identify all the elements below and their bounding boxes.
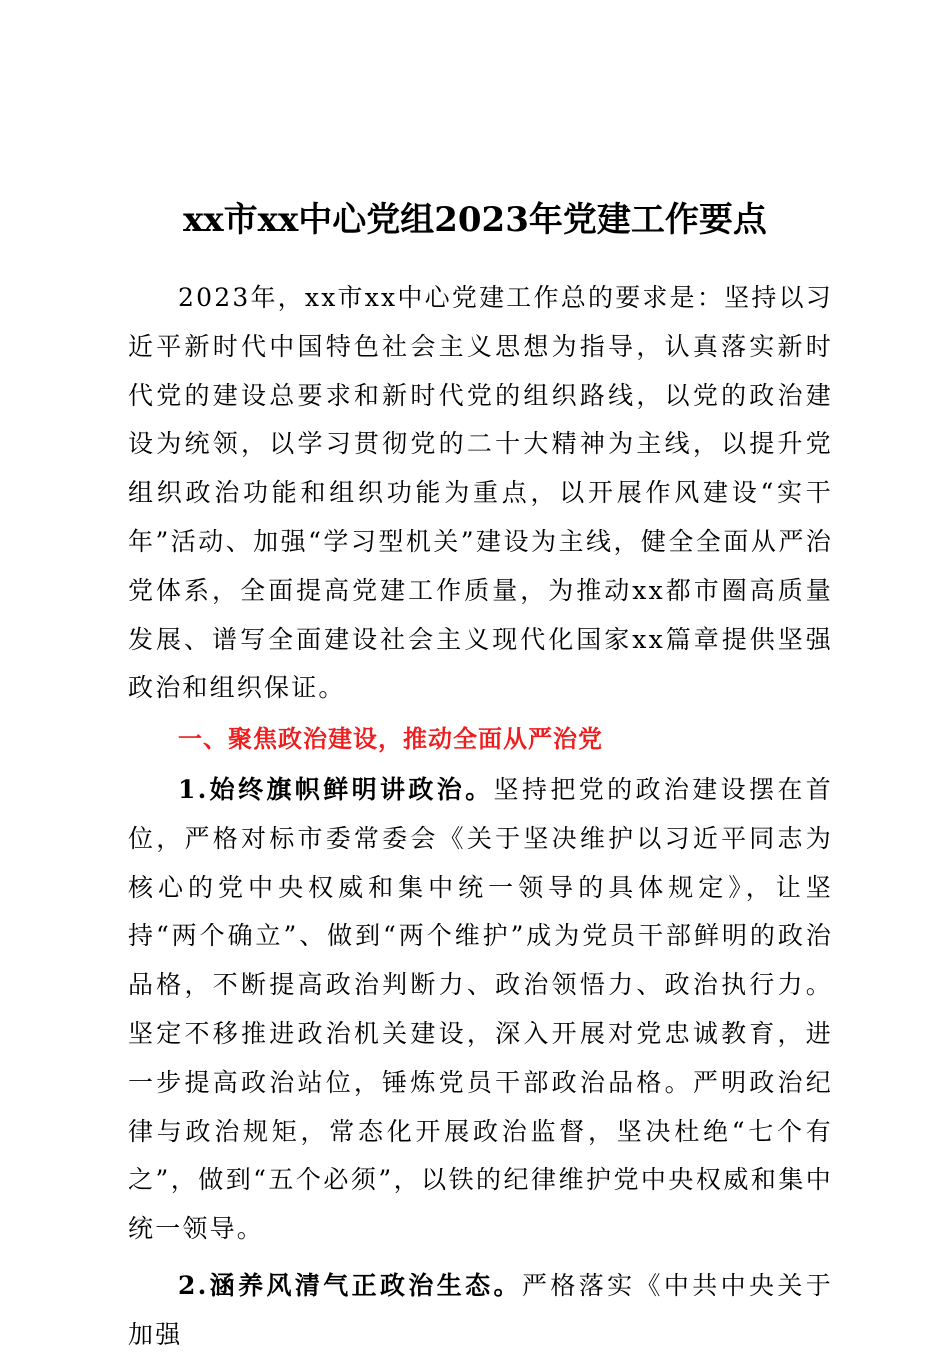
- document-body: [128, 274, 833, 1360]
- item-1-lead: 1.始终旗帜鲜明讲政治。: [178, 774, 494, 804]
- item-paragraph-2: [128, 1262, 833, 1360]
- item-1-text: 坚持把党的政治建设摆在首位，严格对标市委常委会《关于坚决维护以习近平同志为核心的党中央权威和集中统一领导的具体规定》，让坚持“两个确立”、做到“两个维护”成为党员干部鲜明的政治品格，不断提高政治判断力、政治领悟力、政治执行力。坚定不移推进政治机关建设，深入开展对党忠诚教育，进一步提高政治站位，锤炼党员干部政治品格。严明政治纪律与政治规矩，常态化开展政治监督，坚决杜绝“七个有之”，做到“五个必须”，以铁的纪律维护党中央权威和集中统一领导。: [128, 774, 833, 1244]
- section-heading: 一、聚焦政治建设，推动全面从严治党: [178, 725, 603, 754]
- item-2-lead: 2.涵养风清气正政治生态。: [178, 1270, 522, 1300]
- document-title: xx市xx中心党组2023年党建工作要点: [183, 200, 767, 240]
- item-paragraph-1: [128, 766, 833, 1254]
- item-2-text: 严格落实《中共中央关于加强: [128, 1270, 833, 1349]
- intro-paragraph: 2023年，xx市xx中心党建工作总的要求是：坚持以习近平新时代中国特色社会主义思想为指导，认真落实新时代党的建设总要求和新时代党的组织路线，以党的政治建设为统领，以学习贯彻党的二十大精神为主线，以提升党组织政治功能和组织功能为重点，以开展作风建设“实干年”活动、加强“学习型机关”建设为主线，健全全面从严治党体系，全面提高党建工作质量，为推动xx都市圈高质量发展、谱写全面建设社会主义现代化国家xx篇章提供坚强政治和组织保证。: [128, 283, 833, 703]
